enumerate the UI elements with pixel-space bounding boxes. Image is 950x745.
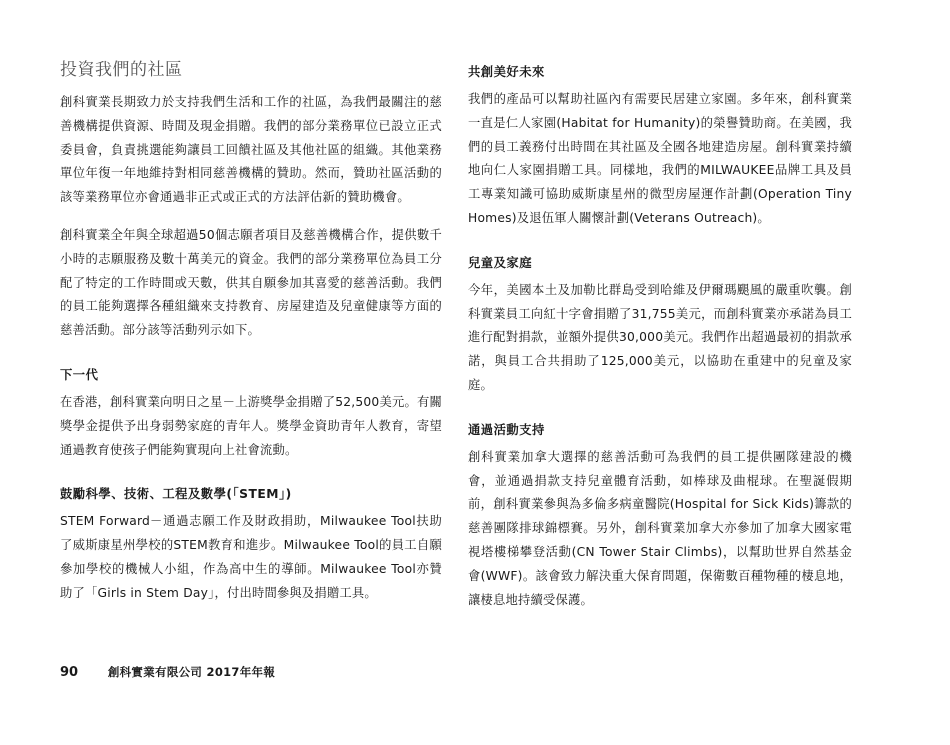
intro-paragraph-2: 創科實業全年與全球超過50個志願者項目及慈善機構合作，提供數千小時的志願服務及數十萬美元的資金。我們的部分業務單位為員工分配了特定的工作時間或天數，供其自願參加其喜愛的慈善活動。我們的員工能夠選擇各種組織來支持教育、房屋建造及兒童健康等方面的慈善活動。部分該等活動列示如下。 — [60, 227, 442, 338]
section-body-children-families: 今年，美國本土及加勒比群島受到哈維及伊爾瑪颶風的嚴重吹襲。創科實業員工向紅十字會捐贈了31,755美元，而創科實業亦承諾為員工進行配對捐款，並額外提供30,000美元。我們作出超過最初的捐款承諾，與員工合共捐助了125,000美元，以協助在重建中的兒童及家庭。 — [468, 282, 852, 392]
section-body-event-support: 創科實業加拿大選擇的慈善活動可為我們的員工提供團隊建設的機會，並通過捐款支持兒童體育活動，如棒球及曲棍球。在聖誕假期前，創科實業參與為多倫多病童醫院(Hospital for Sick Kids)籌款的慈善團隊排球錦標賽。另外，創科實業加拿大亦參加了加拿大國家電視塔樓梯攀登活動(CN Tower Stair Climbs)，以幫助世界自然基金會(WWF)。該會致力解決重大保育問題，保衛數百種物種的棲息地，讓棲息地持續受保護。 — [468, 449, 852, 607]
section-heading-event-support: 通過活動支持 — [468, 422, 545, 437]
section-heading-next-generation: 下一代 — [60, 367, 99, 382]
right-column — [468, 58, 852, 612]
left-column — [60, 58, 442, 606]
page-title: 投資我們的社區 — [60, 60, 183, 80]
section-body-next-generation: 在香港，創科實業向明日之星－上游獎學金捐贈了52,500美元。有關獎學金提供予出身弱勢家庭的青年人。獎學金資助青年人教育，寄望通過教育使孩子們能夠實現向上社會流動。 — [60, 394, 442, 457]
footer-report-title: 創科實業有限公司 2017年年報 — [107, 665, 276, 679]
section-heading-children-families: 兒童及家庭 — [468, 255, 532, 270]
section-heading-stem: 鼓勵科學、技術、工程及數學(「STEM」) — [60, 487, 292, 502]
page-footer — [60, 662, 275, 683]
section-heading-better-future: 共創美好未來 — [468, 65, 545, 79]
intro-paragraph-1: 創科實業長期致力於支持我們生活和工作的社區，為我們最關注的慈善機構提供資源、時間及現金捐贈。我們的部分業務單位已設立正式委員會，負責挑選能夠讓員工回饋社區及其他社區的組織。其他業務單位年復一年地維持對相同慈善機構的贊助。然而，贊助社區活動的該等業務單位亦會通過非正式或正式的方法評估新的贊助機會。 — [60, 95, 442, 205]
section-body-better-future: 我們的產品可以幫助社區內有需要民居建立家園。多年來，創科實業一直是仁人家園(Habitat for Humanity)的榮譽贊助商。在美國，我們的員工義務付出時間在其社區及全國各地建造房屋。創科實業持續地向仁人家園捐贈工具。同樣地，我們的MILWAUKEE品牌工具及員工專業知識可協助威斯康星州的微型房屋運作計劃(Operation Tiny Homes)及退伍軍人關懷計劃(Veterans Outreach)。 — [468, 92, 852, 225]
page-number: 90 — [60, 665, 79, 680]
section-body-stem: STEM Forward－通過志願工作及財政捐助，Milwaukee Tool扶助了威斯康星州學校的STEM教育和進步。Milwaukee Tool的員工自願參加學校的機械人小組，作為高中生的導師。Milwaukee Tool亦贊助了「Girls in Stem Day」，付出時間參與及捐贈工具。 — [60, 514, 442, 600]
